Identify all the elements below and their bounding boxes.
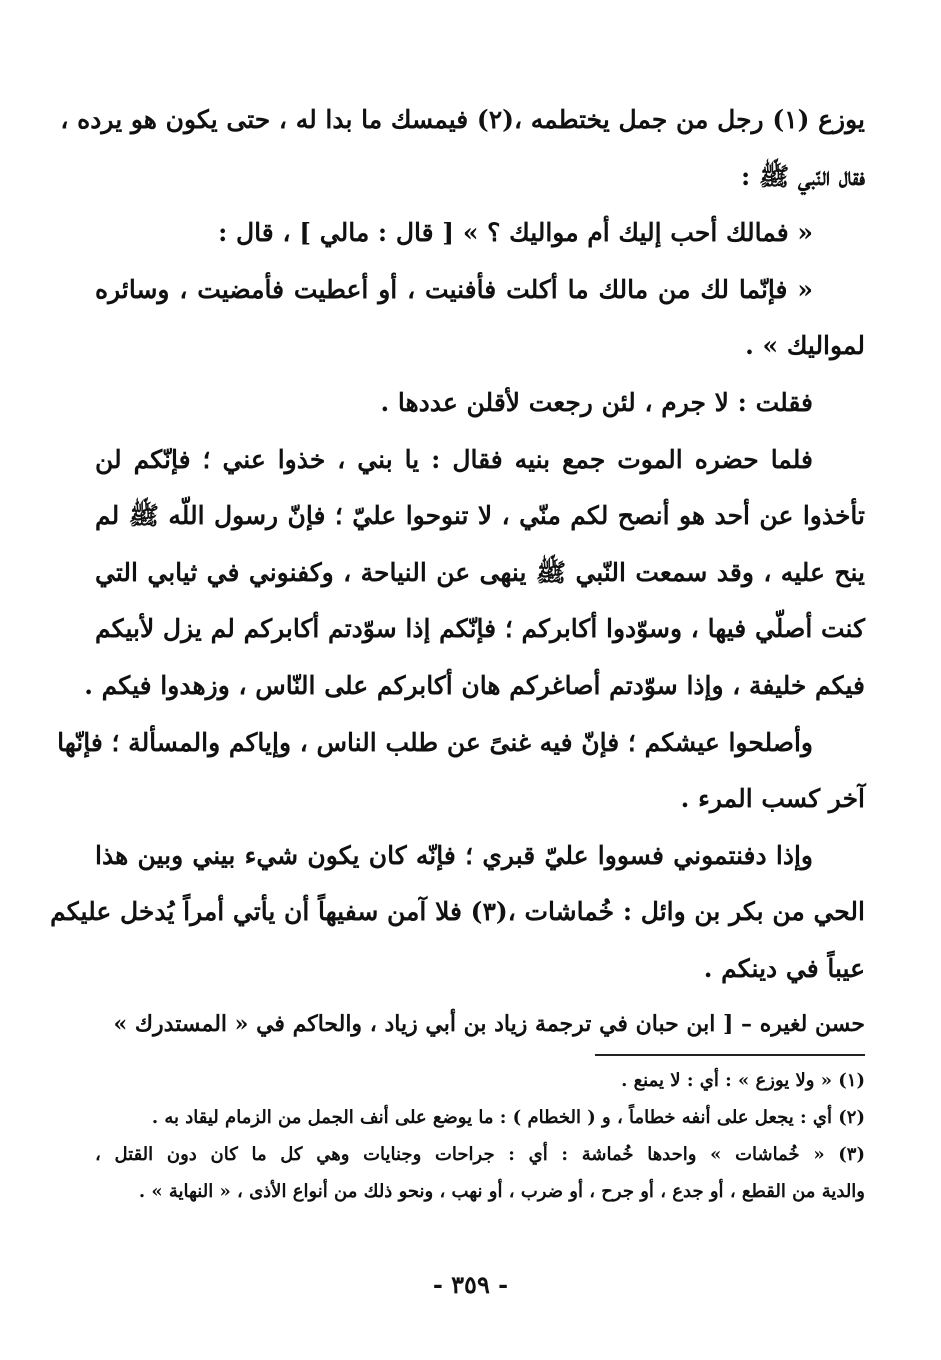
body-line: وإذا دفنتموني فسووا عليّ قبري ؛ فإنّه كان يكون شيء بيني وبين هذا — [95, 840, 813, 870]
footnote-divider — [595, 1054, 865, 1056]
body-line: كنت أصلّي فيها ، وسوّدوا أكابركم ؛ فإنّكم إذا سوّدتم أكابركم لم يزل لأبيكم — [95, 614, 865, 644]
footnotes — [95, 1062, 865, 1210]
body-line: ينح عليه ، وقد سمعت النّبي ﷺ ينهى عن النياحة ، وكفنوني في ثيابي التي — [95, 557, 865, 587]
body-line: الحي من بكر بن وائل : خُماشات ،(٣) فلا آمن سفيهاً أن يأتي أمراً يُدخل عليكم — [50, 897, 865, 927]
body-line: فيكم خليفة ، وإذا سوّدتم أصاغركم هان أكابركم على النّاس ، وزهدوا فيكم . — [84, 670, 865, 700]
body-line: تأخذوا عن أحد هو أنصح لكم منّي ، لا تنوحوا عليّ ؛ فإنّ رسول اللّه ﷺ لم — [95, 501, 865, 531]
footnote: (١) « ولا يوزع » : أي : لا يمنع . — [621, 1069, 865, 1091]
page-number: - ٣٥٩ - — [432, 1270, 509, 1299]
hadith-grade: حسن لغيره — [759, 1010, 865, 1037]
body-line: « فإنّما لك من مالك ما أكلت فأفنيت ، أو أعطيت فأمضيت ، وسائره — [95, 274, 813, 304]
body-line: فلما حضره الموت جمع بنيه فقال : يا بني ، خذوا عني ؛ فإنّكم لن — [95, 444, 813, 474]
body-line: وأصلحوا عيشكم ؛ فإنّ فيه غنىً عن طلب الناس ، وإياكم والمسألة ؛ فإنّها — [57, 727, 813, 757]
body-line: فقلت : لا جرم ، لئن رجعت لأقلن عددها . — [380, 387, 813, 417]
body-line: لمواليك » . — [745, 331, 865, 361]
hadith-source — [95, 998, 865, 1050]
body-line: عيباً في دينكم . — [703, 953, 865, 983]
footnote: (٣) « خُماشات » واحدها خُماشة : أي : جراحات وجنايات وهي كل ما كان دون القتل ، — [95, 1143, 865, 1165]
body-line: آخر كسب المرء . — [680, 784, 865, 814]
body-line: يوزع (١) رجل من جمل يختطمه ،(٢) فيمسك ما بدا له ، حتى يكون هو يرده ، — [60, 105, 865, 134]
hadith-source-text: – [ ابن حبان في ترجمة زياد بن أبي زياد ، والحاكم في « المستدرك » — [113, 1010, 753, 1037]
body-line: « فمالك أحب إليك أم مواليك ؟ » [ قال : مالي ] ، قال : — [218, 218, 813, 248]
footnote: (٢) أي : يجعل على أنفه خطاماً ، و ( الخطام ) : ما يوضع على أنف الجمل من الزمام ليقاد به . — [151, 1106, 865, 1128]
page-body — [50, 92, 865, 1210]
footnote-continuation: والدية من القطع ، أو جدع ، أو جرح ، أو ضرب ، أو نهب ، ونحو ذلك من أنواع الأذى ، « النهاية » . — [138, 1180, 865, 1202]
body-line: فقال النّبي ﷺ : — [741, 161, 865, 191]
